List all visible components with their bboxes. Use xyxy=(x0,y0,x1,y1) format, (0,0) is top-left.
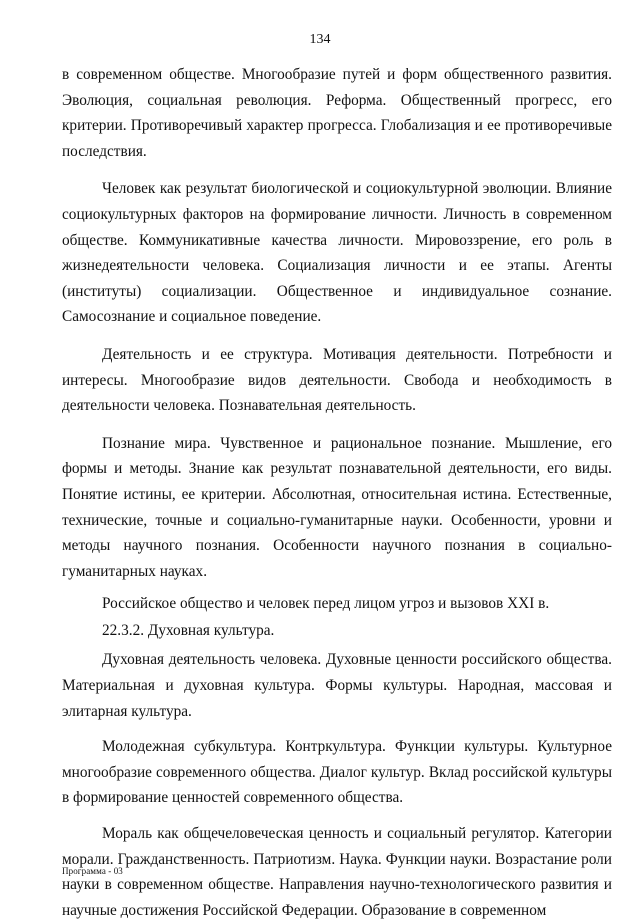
section-heading: 22.3.2. Духовная культура. xyxy=(102,621,275,639)
page-body xyxy=(62,62,612,923)
paragraph-1: в современном обществе. Многообразие путей и форм общественного развития. Эволюция, социальная революция. Реформа. Общественный прогресс, его критерии. Противоречивый характер прогресса. Глобализация и ее противоречивые последствия. xyxy=(62,66,612,160)
paragraph-2: Человек как результат биологической и социокультурной эволюции. Влияние социокультурных факторов на формирование личности. Личность в современном обществе. Коммуникативные качества личности. Мировоззрение, его роль в жизнедеятельности человека. Социализация личности и ее этапы. Агенты (институты) социализации. Общественное и индивидуальное сознание. Самосознание и социальное поведение. xyxy=(62,180,612,326)
paragraph-3: Деятельность и ее структура. Мотивация деятельности. Потребности и интересы. Многообразие видов деятельности. Свобода и необходимость в деятельности человека. Познавательная деятельность. xyxy=(62,345,612,415)
paragraph-5: Российское общество и человек перед лицом угроз и вызовов XXI в. xyxy=(102,595,550,613)
paragraph-6: Духовная деятельность человека. Духовные ценности российского общества. Материальная и духовная культура. Формы культуры. Народная, массовая и элитарная культура. xyxy=(62,651,612,720)
paragraph-4: Познание мира. Чувственное и рациональное познание. Мышление, его формы и методы. Знание как результат познавательной деятельности, его виды. Понятие истины, ее критерии. Абсолютная, относительная истина. Естественные, технические, точные и социально-гуманитарные науки. Особенности, уровни и методы научного познания. Особенности научного познания в социально-гуманитарных науках. xyxy=(62,434,612,580)
paragraph-7: Молодежная субкультура. Контркультура. Функции культуры. Культурное многообразие современного общества. Диалог культур. Вклад российской культуры в формирование ценностей современного общества. xyxy=(62,738,612,807)
page-number: 134 xyxy=(309,32,331,47)
footer-label: Программа - 03 xyxy=(62,866,123,876)
paragraph-8: Мораль как общечеловеческая ценность и социальный регулятор. Категории морали. Гражданственность. Патриотизм. Наука. Функции науки. Возрастание роли науки в современном обществе. Направления научно-технологического развития и научные достижения Российской Федерации. Образование в современном xyxy=(62,825,612,919)
